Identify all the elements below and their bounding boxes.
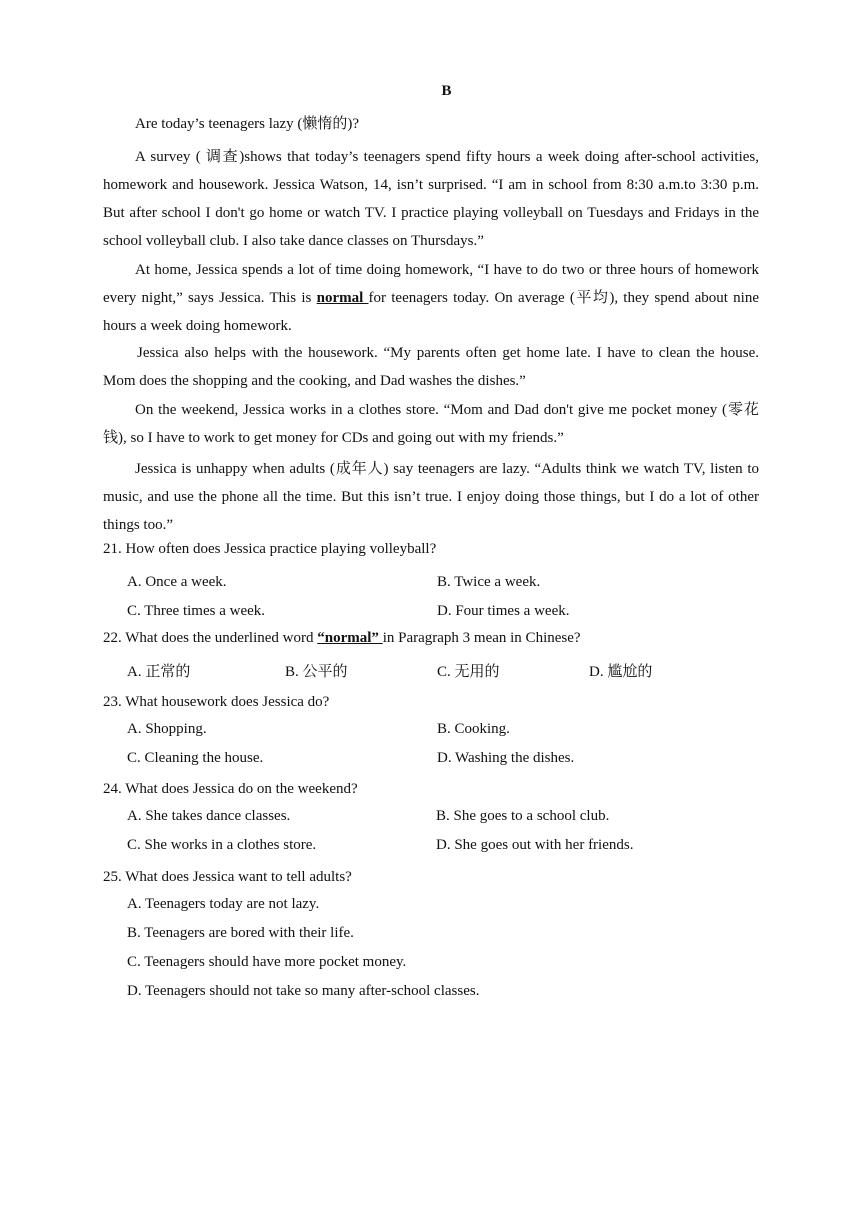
question-22-option-c[interactable]: C. 无用的 <box>437 664 500 680</box>
question-23-option-c[interactable]: C. Cleaning the house. <box>127 750 264 766</box>
question-23-option-d[interactable]: D. Washing the dishes. <box>437 750 575 766</box>
question-24-option-c[interactable]: C. She works in a clothes store. <box>127 837 317 853</box>
paragraph-text: At home, Jessica spends a lot of time doing homework, “I have to do two or three hours of homework every night,” says Jessica. This is <box>103 262 759 306</box>
question-text: in Paragraph 3 mean in Chinese? <box>382 630 581 646</box>
paragraph-text: On the weekend, Jessica works in a clothes store. “Mom and Dad don't give me pocket money (零花钱), so I have to work to get money for CDs and going out with my friends.” <box>103 402 759 446</box>
question-21-option-d[interactable]: D. Four times a week. <box>437 603 570 619</box>
question-21-option-a[interactable]: A. Once a week. <box>127 574 227 590</box>
passage-paragraph-3 <box>103 256 759 340</box>
question-25-option-a[interactable]: A. Teenagers today are not lazy. <box>127 896 320 912</box>
question-25-option-b[interactable]: B. Teenagers are bored with their life. <box>127 925 354 941</box>
passage-paragraph-1 <box>103 110 759 138</box>
question-24-option-b[interactable]: B. She goes to a school club. <box>436 808 610 824</box>
question-23-option-b[interactable]: B. Cooking. <box>437 721 510 737</box>
question-24-option-d[interactable]: D. She goes out with her friends. <box>436 837 634 853</box>
section-title: B <box>441 83 452 99</box>
underlined-word: normal <box>316 290 369 306</box>
question-24: 24. What does Jessica do on the weekend? <box>103 781 358 797</box>
paragraph-text: A survey ( 调查)shows that today’s teenagers spend fifty hours a week doing after-school activities, homework and housework. Jessica Watson, 14, isn’t surprised. “I am in school from 8:30 a.m.to 3:30 p.m. But after school I don't go home or watch TV. I practice playing volleyball on Tuesdays and Fridays in the school volleyball club. I also take dance classes on Thursdays.” <box>103 149 759 249</box>
question-22-option-a[interactable]: A. 正常的 <box>127 664 191 680</box>
question-22-option-d[interactable]: D. 尴尬的 <box>589 664 653 680</box>
passage-paragraph-6 <box>103 455 759 539</box>
passage-paragraph-2 <box>103 143 759 255</box>
paragraph-text: Jessica also helps with the housework. “My parents often get home late. I have to clean the house. Mom does the shopping and the cooking, and Dad washes the dishes.” <box>103 345 759 389</box>
question-25: 25. What does Jessica want to tell adults? <box>103 869 352 885</box>
question-25-option-c[interactable]: C. Teenagers should have more pocket money. <box>127 954 407 970</box>
paragraph-text: for teenagers today. On average (平均), they spend about nine hours a week doing homework. <box>103 290 759 334</box>
question-21: 21. How often does Jessica practice playing volleyball? <box>103 541 437 557</box>
question-25-option-d[interactable]: D. Teenagers should not take so many after-school classes. <box>127 983 480 999</box>
question-text: 22. What does the underlined word <box>103 630 318 646</box>
question-23: 23. What housework does Jessica do? <box>103 694 330 710</box>
question-22-option-b[interactable]: B. 公平的 <box>285 664 348 680</box>
question-23-option-a[interactable]: A. Shopping. <box>127 721 207 737</box>
passage-paragraph-4 <box>103 339 759 395</box>
underlined-word: “normal” <box>317 630 383 646</box>
question-21-option-b[interactable]: B. Twice a week. <box>437 574 541 590</box>
question-24-option-a[interactable]: A. She takes dance classes. <box>127 808 291 824</box>
question-21-option-c[interactable]: C. Three times a week. <box>127 603 266 619</box>
paragraph-text: Jessica is unhappy when adults (成年人) say teenagers are lazy. “Adults think we watch TV, listen to music, and use the phone all the time. But this isn’t true. I enjoy doing those things, but I do a lot of other things too.” <box>103 461 759 533</box>
paragraph-text: Are today’s teenagers lazy (懒惰的)? <box>135 116 360 132</box>
question-22 <box>103 630 581 647</box>
passage-paragraph-5 <box>103 396 759 452</box>
